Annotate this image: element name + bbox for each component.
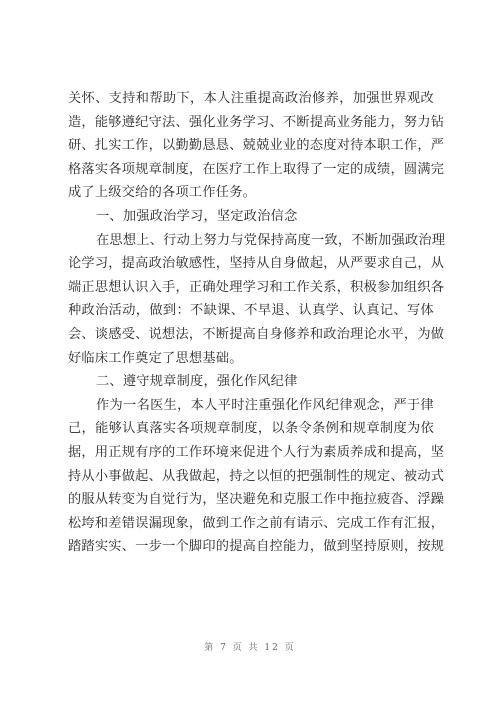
text-line: 的服从转变为自觉行为，坚决避免和克服工作中拖拉疲沓、浮躁 [68, 492, 445, 508]
text-line: 会、谈感受、说想法，不断提高自身修养和政治理论水平，为做 [68, 326, 445, 342]
text-line: 格落实各项规章制度，在医疗工作上取得了一定的成绩，圆满完 [68, 161, 445, 177]
text-line: 种政治活动，做到：不缺课、不早退、认真学、认真记、写体 [68, 303, 434, 319]
text-line: 论学习，提高政治敏感性，坚持从自身做起，从严要求自己，从 [68, 256, 445, 272]
text-line: 造，能够遵纪守法、强化业务学习、不断提高业务能力，努力钻 [68, 114, 445, 130]
text-line: 作为一名医生，本人平时注重强化作风纪律观念，严于律 [96, 397, 434, 413]
section-heading-2: 二、遵守规章制度，强化作风纪律 [96, 374, 298, 390]
text-line: 己，能够认真落实各项规章制度，以条令条例和规章制度为依 [68, 421, 434, 437]
text-line: 踏踏实实、一步一个脚印的提高自控能力，做到坚持原则，按规 [68, 539, 445, 555]
text-line: 在思想上、行动上努力与党保持高度一致，不断加强政治理 [96, 232, 446, 248]
body-text [68, 87, 446, 559]
text-line: 端正思想认识入手，正确处理学习和工作关系，积极参加组织各 [68, 279, 445, 295]
text-line: 关怀、支持和帮助下，本人注重提高政治修养，加强世界观改 [68, 91, 434, 106]
text-line: 持从小事做起、从我做起，持之以恒的把强制性的规定、被动式 [68, 468, 445, 484]
section-heading-1: 一、加强政治学习，坚定政治信念 [96, 208, 298, 224]
text-line: 松垮和差错误漏现象，做到工作之前有请示、完成工作有汇报， [68, 515, 445, 531]
text-line: 研、扎实工作，以勤勤恳恳、兢兢业业的态度对待本职工作，严 [68, 138, 445, 154]
page-number: 第 7 页 共 12 页 [204, 643, 296, 653]
text-line: 据，用正规有序的工作环境来促进个人行为素质养成和提高，坚 [68, 444, 445, 460]
text-line: 好临床工作奠定了思想基础。 [68, 350, 243, 366]
text-line: 成了上级交给的各项工作任务。 [68, 185, 257, 201]
